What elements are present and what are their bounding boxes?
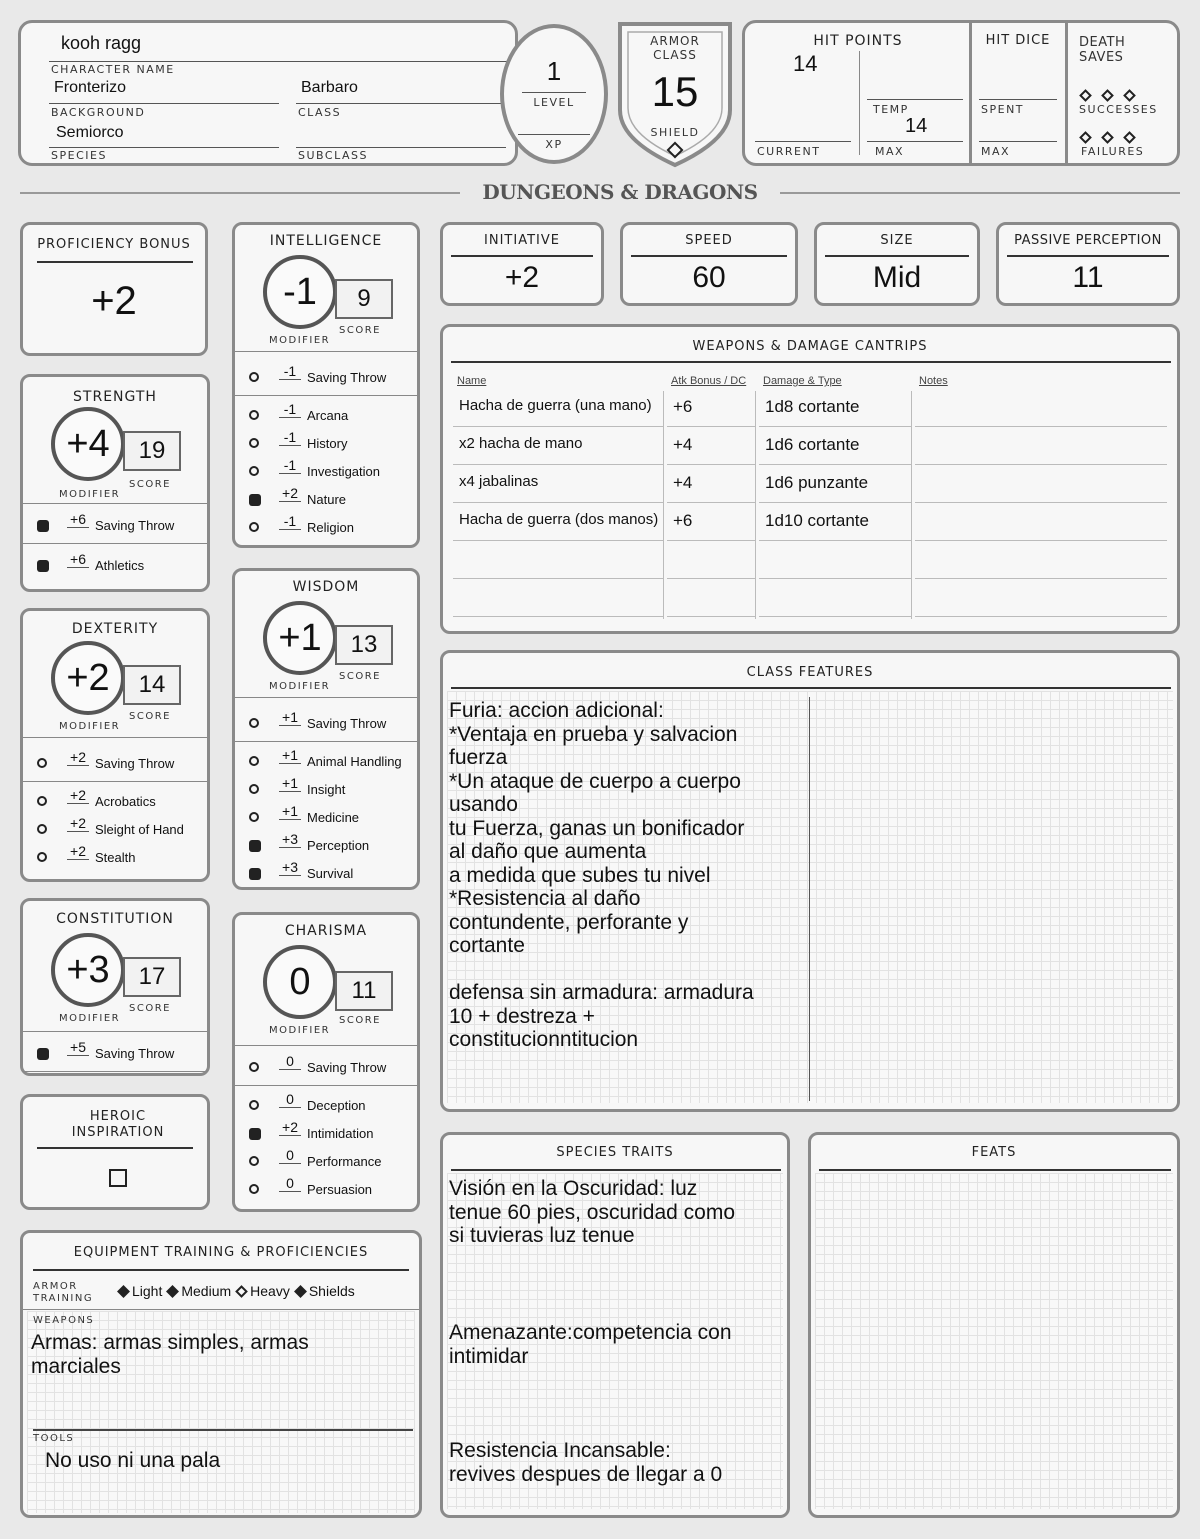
skill-name: Persuasion	[307, 1182, 373, 1197]
feats-area[interactable]	[815, 1173, 1173, 1509]
heroic-inspiration-label: HEROIC INSPIRATION	[71, 1109, 165, 1140]
charisma-label: CHARISMA	[284, 923, 368, 939]
dnd-logo: DUNGEONS & DRAGONS	[460, 180, 780, 206]
proficiency-empty-checkbox[interactable]	[249, 1184, 259, 1194]
charisma-skill-row	[235, 1177, 417, 1203]
skill-name: Insight	[307, 782, 346, 797]
class-features-title: CLASS FEATURES	[746, 665, 874, 680]
skill-bonus[interactable]: 0	[279, 1091, 301, 1108]
skill-name: Animal Handling	[307, 754, 402, 769]
tools-label: TOOLS	[33, 1433, 75, 1444]
weapon-cell[interactable]: x4 jabalinas	[453, 467, 663, 503]
charisma-panel	[232, 912, 420, 1212]
intelligence-panel	[232, 222, 420, 548]
charisma-skill-row	[235, 1121, 417, 1147]
intelligence-skill-row	[235, 403, 417, 429]
weapons-training-label: WEAPONS	[33, 1315, 95, 1326]
weapon-cell[interactable]: x2 hacha de mano	[453, 429, 663, 465]
hit-dice-label: HIT DICE	[985, 33, 1051, 48]
proficiency-empty-checkbox[interactable]	[249, 466, 259, 476]
initiative-label: INITIATIVE	[484, 233, 560, 248]
passive-perception-value[interactable]: 11	[1072, 261, 1104, 294]
skill-bonus[interactable]: -1	[279, 429, 301, 446]
strength-label: STRENGTH	[73, 389, 157, 405]
wisdom-score-label: SCORE	[339, 671, 381, 682]
proficiency-empty-checkbox[interactable]	[249, 438, 259, 448]
constitution-modifier[interactable]: +3	[51, 933, 125, 1007]
charisma-modifier[interactable]: 0	[263, 945, 337, 1019]
xp-label: XP	[545, 138, 563, 151]
weapon-cell[interactable]	[759, 581, 911, 617]
skill-bonus[interactable]: 0	[279, 1175, 301, 1192]
skill-bonus[interactable]: +2	[67, 815, 89, 832]
charisma-skill-row	[235, 1093, 417, 1119]
hp-temp-label: TEMP	[873, 103, 909, 116]
intelligence-skill-row	[235, 459, 417, 485]
wisdom-score[interactable]: 13	[335, 625, 393, 665]
constitution-skill-row	[23, 1041, 207, 1067]
armor-training-label: ARMOR TRAINING	[33, 1281, 94, 1304]
proficiency-empty-checkbox[interactable]	[249, 718, 259, 728]
size-value[interactable]: Mid	[872, 261, 922, 294]
proficiency-empty-checkbox[interactable]	[37, 796, 47, 806]
armor-training-label-text: Light	[132, 1283, 163, 1299]
armor-class-label: ARMOR CLASS	[650, 34, 700, 62]
armor-training-item[interactable]	[296, 1283, 355, 1299]
proficiency-empty-checkbox[interactable]	[249, 1062, 259, 1072]
species-traits-title: SPECIES TRAITS	[556, 1145, 674, 1160]
skill-name: Investigation	[307, 464, 380, 479]
equipment-panel	[20, 1230, 422, 1518]
strength-modifier[interactable]: +4	[51, 407, 125, 481]
skill-name: Athletics	[95, 558, 145, 573]
constitution-label: CONSTITUTION	[56, 911, 174, 927]
skill-name: Perception	[307, 838, 370, 853]
hit-dice-spent-label: SPENT	[981, 103, 1025, 116]
skill-name: Acrobatics	[95, 794, 156, 809]
intelligence-skill-row	[235, 365, 417, 391]
skill-name: History	[307, 436, 348, 451]
armor-training-label-text: Medium	[181, 1283, 232, 1299]
passive-perception-label: PASSIVE PERCEPTION	[1014, 233, 1162, 248]
weapon-cell[interactable]: 1d10 cortante	[759, 505, 911, 541]
level-badge	[500, 24, 608, 164]
skill-bonus[interactable]: +2	[67, 787, 89, 804]
weapon-cell[interactable]	[667, 581, 755, 617]
skill-bonus[interactable]: +6	[67, 511, 89, 528]
weapon-cell[interactable]: +4	[667, 467, 755, 503]
charisma-score[interactable]: 11	[335, 971, 393, 1011]
failures-label: FAILURES	[1081, 145, 1145, 158]
weapons-header: Atk Bonus / DC	[671, 375, 747, 387]
weapons-header: Notes	[919, 375, 948, 387]
proficiency-filled-checkbox[interactable]	[249, 494, 261, 506]
species-traits-panel	[440, 1132, 790, 1518]
weapon-cell[interactable]: Hacha de guerra (una mano)	[453, 391, 663, 427]
skill-name: Saving Throw	[95, 756, 175, 771]
weapons-table	[453, 373, 1171, 623]
hp-current-value[interactable]: 14	[793, 51, 818, 76]
strength-modifier-label: MODIFIER	[59, 489, 121, 500]
hit-points-label: HIT POINTS	[813, 33, 903, 49]
shield-label: SHIELD	[650, 126, 700, 139]
diamond-checkbox-icon	[294, 1285, 307, 1298]
intelligence-score-label: SCORE	[339, 325, 381, 336]
weapons-header: Damage & Type	[763, 375, 842, 387]
dexterity-score[interactable]: 14	[123, 665, 181, 705]
skill-bonus[interactable]: +1	[279, 747, 301, 764]
weapons-panel	[440, 324, 1180, 634]
proficiency-filled-checkbox[interactable]	[37, 560, 49, 572]
species-label: SPECIES	[51, 149, 107, 162]
strength-score-label: SCORE	[129, 479, 171, 490]
proficiency-filled-checkbox[interactable]	[37, 520, 49, 532]
skill-bonus[interactable]: -1	[279, 363, 301, 380]
skill-bonus[interactable]: +3	[279, 859, 301, 876]
character-name-label: CHARACTER NAME	[51, 63, 175, 76]
proficiency-empty-checkbox[interactable]	[249, 1100, 259, 1110]
dexterity-skill-row	[23, 789, 207, 815]
wisdom-skill-row	[235, 777, 417, 803]
intelligence-modifier[interactable]: -1	[263, 255, 337, 329]
weapon-cell[interactable]	[915, 467, 1167, 503]
skill-name: Nature	[307, 492, 347, 507]
weapon-cell[interactable]	[453, 543, 663, 579]
weapon-cell[interactable]: 1d6 punzante	[759, 467, 911, 503]
weapon-cell[interactable]	[667, 543, 755, 579]
diamond-checkbox-icon	[166, 1285, 179, 1298]
death-saves-label: DEATH SAVES	[1079, 35, 1126, 65]
proficiency-filled-checkbox[interactable]	[249, 868, 261, 880]
speed-panel	[620, 222, 798, 306]
armor-training-item[interactable]	[237, 1283, 290, 1299]
size-panel	[814, 222, 980, 306]
class-features-text[interactable]: Furia: accion adicional: *Ventaja en prueba y salvacion fuerza *Un ataque de cuerpo a cuerpo usando tu Fuerza, ganas un bonificador al daño que aumenta a medida que subes tu nivel *Resistencia al daño contundente, perforante y cortante defensa sin armadura: armadura 10 + destreza + constitucionntitucion	[449, 699, 754, 1051]
skill-bonus[interactable]: -1	[279, 401, 301, 418]
dexterity-skill-row	[23, 845, 207, 871]
constitution-modifier-label: MODIFIER	[59, 1013, 121, 1024]
skill-name: Performance	[307, 1154, 382, 1169]
skill-bonus[interactable]: -1	[279, 457, 301, 474]
intelligence-skill-row	[235, 431, 417, 457]
initiative-panel	[440, 222, 604, 306]
wisdom-modifier-label: MODIFIER	[269, 681, 331, 692]
feats-panel	[808, 1132, 1180, 1518]
skill-name: Sleight of Hand	[95, 822, 184, 837]
proficiency-value[interactable]: +2	[91, 279, 137, 323]
skill-name: Stealth	[95, 850, 136, 865]
background-field[interactable]: Fronterizo	[54, 79, 127, 96]
skill-bonus[interactable]: +2	[67, 749, 89, 766]
dexterity-label: DEXTERITY	[71, 621, 159, 637]
species-trait-relentless[interactable]: Resistencia Incansable: revives despues de llegar a 0	[449, 1439, 723, 1486]
size-label: SIZE	[880, 233, 914, 248]
skill-name: Saving Throw	[307, 1060, 387, 1075]
proficiency-empty-checkbox[interactable]	[249, 1156, 259, 1166]
skill-bonus[interactable]: +1	[279, 709, 301, 726]
armor-training-label-text: Shields	[308, 1283, 355, 1299]
proficiency-filled-checkbox[interactable]	[37, 1048, 49, 1060]
heroic-inspiration-checkbox[interactable]	[109, 1169, 127, 1187]
armor-class-value[interactable]: 15	[651, 68, 699, 115]
level-label: LEVEL	[533, 96, 575, 109]
level-value[interactable]: 1	[546, 56, 562, 86]
proficiency-filled-checkbox[interactable]	[249, 1128, 261, 1140]
skill-name: Saving Throw	[95, 1046, 175, 1061]
wisdom-skill-row	[235, 805, 417, 831]
dexterity-modifier[interactable]: +2	[51, 641, 125, 715]
weapon-cell[interactable]: 1d6 cortante	[759, 429, 911, 465]
armor-training-item[interactable]	[168, 1283, 231, 1299]
weapon-cell[interactable]	[915, 581, 1167, 617]
species-field[interactable]: Semiorco	[56, 124, 124, 141]
skill-name: Saving Throw	[307, 716, 387, 731]
weapon-cell[interactable]: Hacha de guerra (dos manos)	[453, 505, 663, 541]
weapons-header: Name	[457, 375, 487, 387]
weapon-cell[interactable]	[915, 391, 1167, 427]
class-features-panel	[440, 650, 1180, 1112]
intelligence-score[interactable]: 9	[335, 279, 393, 319]
charisma-skill-row	[235, 1055, 417, 1081]
charisma-skill-row	[235, 1149, 417, 1175]
constitution-score-label: SCORE	[129, 1003, 171, 1014]
skill-bonus[interactable]: 0	[279, 1147, 301, 1164]
wisdom-skill-row	[235, 861, 417, 887]
skill-bonus[interactable]: +5	[67, 1039, 89, 1056]
wisdom-skill-row	[235, 711, 417, 737]
wisdom-panel	[232, 568, 420, 890]
weapon-cell[interactable]: +6	[667, 505, 755, 541]
proficiency-empty-checkbox[interactable]	[37, 824, 47, 834]
skill-name: Deception	[307, 1098, 366, 1113]
weapons-training-text[interactable]: Armas: armas simples, armas marciales	[31, 1331, 309, 1378]
weapon-cell[interactable]	[915, 543, 1167, 579]
intelligence-modifier-label: MODIFIER	[269, 335, 331, 346]
character-name-field[interactable]: kooh ragg	[61, 33, 142, 53]
successes-label: SUCCESSES	[1079, 103, 1158, 116]
speed-label: SPEED	[685, 233, 733, 248]
death-save-successes[interactable]	[1081, 85, 1134, 104]
proficiency-empty-checkbox[interactable]	[249, 784, 259, 794]
armor-class-shield	[614, 20, 736, 168]
passive-perception-panel	[996, 222, 1180, 306]
hp-max-label: MAX	[875, 145, 905, 158]
skill-bonus[interactable]: +1	[279, 803, 301, 820]
skill-name: Saving Throw	[95, 518, 175, 533]
dexterity-score-label: SCORE	[129, 711, 171, 722]
diamond-checkbox-icon	[235, 1285, 248, 1298]
constitution-score[interactable]: 17	[123, 957, 181, 997]
vitals-panel	[742, 20, 1180, 166]
strength-panel	[20, 374, 210, 592]
skill-bonus[interactable]: +1	[279, 775, 301, 792]
wisdom-label: WISDOM	[292, 579, 360, 595]
constitution-panel	[20, 898, 210, 1076]
diamond-checkbox-icon	[117, 1285, 130, 1298]
weapon-cell[interactable]: 1d8 cortante	[759, 391, 911, 427]
dexterity-modifier-label: MODIFIER	[59, 721, 121, 732]
strength-skill-row	[23, 513, 207, 539]
skill-name: Religion	[307, 520, 354, 535]
dexterity-skill-row	[23, 817, 207, 843]
skill-bonus[interactable]: +3	[279, 831, 301, 848]
proficiency-empty-checkbox[interactable]	[249, 372, 259, 382]
dexterity-skill-row	[23, 751, 207, 777]
species-trait-darkvision[interactable]: Visión en la Oscuridad: luz tenue 60 pies, oscuridad como si tuvieras luz tenue	[449, 1177, 736, 1247]
proficiency-empty-checkbox[interactable]	[249, 522, 259, 532]
tools-text[interactable]: No uso ni una pala	[45, 1449, 221, 1472]
wisdom-skill-row	[235, 833, 417, 859]
proficiency-label: PROFICIENCY BONUS	[37, 237, 191, 252]
proficiency-empty-checkbox[interactable]	[37, 758, 47, 768]
skill-name: Intimidation	[307, 1126, 374, 1141]
weapons-title: WEAPONS & DAMAGE CANTRIPS	[692, 339, 928, 354]
equipment-title: EQUIPMENT TRAINING & PROFICIENCIES	[73, 1245, 369, 1260]
intelligence-skill-row	[235, 515, 417, 541]
background-label: BACKGROUND	[51, 106, 146, 119]
strength-score[interactable]: 19	[123, 431, 181, 471]
subclass-label: SUBCLASS	[298, 149, 368, 162]
proficiency-panel	[20, 222, 208, 356]
proficiency-filled-checkbox[interactable]	[249, 840, 261, 852]
skill-name: Arcana	[307, 408, 349, 423]
skill-bonus[interactable]: 0	[279, 1053, 301, 1070]
weapon-cell[interactable]	[915, 429, 1167, 465]
charisma-modifier-label: MODIFIER	[269, 1025, 331, 1036]
skill-bonus[interactable]: -1	[279, 513, 301, 530]
strength-skill-row	[23, 553, 207, 579]
identity-panel	[18, 20, 518, 166]
weapon-cell[interactable]	[759, 543, 911, 579]
banner	[20, 180, 1180, 206]
proficiency-empty-checkbox[interactable]	[249, 812, 259, 822]
class-field[interactable]: Barbaro	[301, 79, 358, 96]
armor-training-item[interactable]	[119, 1283, 162, 1299]
proficiency-empty-checkbox[interactable]	[249, 756, 259, 766]
initiative-value[interactable]: +2	[504, 261, 540, 294]
armor-training-list	[119, 1283, 361, 1299]
charisma-score-label: SCORE	[339, 1015, 381, 1026]
wisdom-skill-row	[235, 749, 417, 775]
dexterity-panel	[20, 608, 210, 882]
skill-name: Saving Throw	[307, 370, 387, 385]
death-save-failures[interactable]	[1081, 127, 1134, 146]
intelligence-label: INTELLIGENCE	[269, 233, 383, 249]
weapon-cell[interactable]: +4	[667, 429, 755, 465]
weapon-cell[interactable]	[453, 581, 663, 617]
skill-bonus[interactable]: +2	[279, 485, 301, 502]
proficiency-empty-checkbox[interactable]	[249, 410, 259, 420]
wisdom-modifier[interactable]: +1	[263, 601, 337, 675]
heroic-inspiration-panel	[20, 1094, 210, 1210]
weapon-cell[interactable]: +6	[667, 391, 755, 427]
speed-value[interactable]: 60	[692, 261, 726, 294]
class-label: CLASS	[298, 106, 342, 119]
skill-bonus[interactable]: +2	[67, 843, 89, 860]
skill-bonus[interactable]: +2	[279, 1119, 301, 1136]
armor-training-label-text: Heavy	[250, 1283, 290, 1299]
feats-title: FEATS	[971, 1145, 1017, 1160]
skill-name: Survival	[307, 866, 354, 881]
hp-current-label: CURRENT	[757, 145, 821, 158]
hp-max-value[interactable]: 14	[905, 115, 928, 137]
skill-bonus[interactable]: +6	[67, 551, 89, 568]
species-trait-menacing[interactable]: Amenazante:competencia con intimidar	[449, 1321, 732, 1368]
proficiency-empty-checkbox[interactable]	[37, 852, 47, 862]
intelligence-skill-row	[235, 487, 417, 513]
skill-name: Medicine	[307, 810, 360, 825]
hit-dice-max-label: MAX	[981, 145, 1011, 158]
weapon-cell[interactable]	[915, 505, 1167, 541]
